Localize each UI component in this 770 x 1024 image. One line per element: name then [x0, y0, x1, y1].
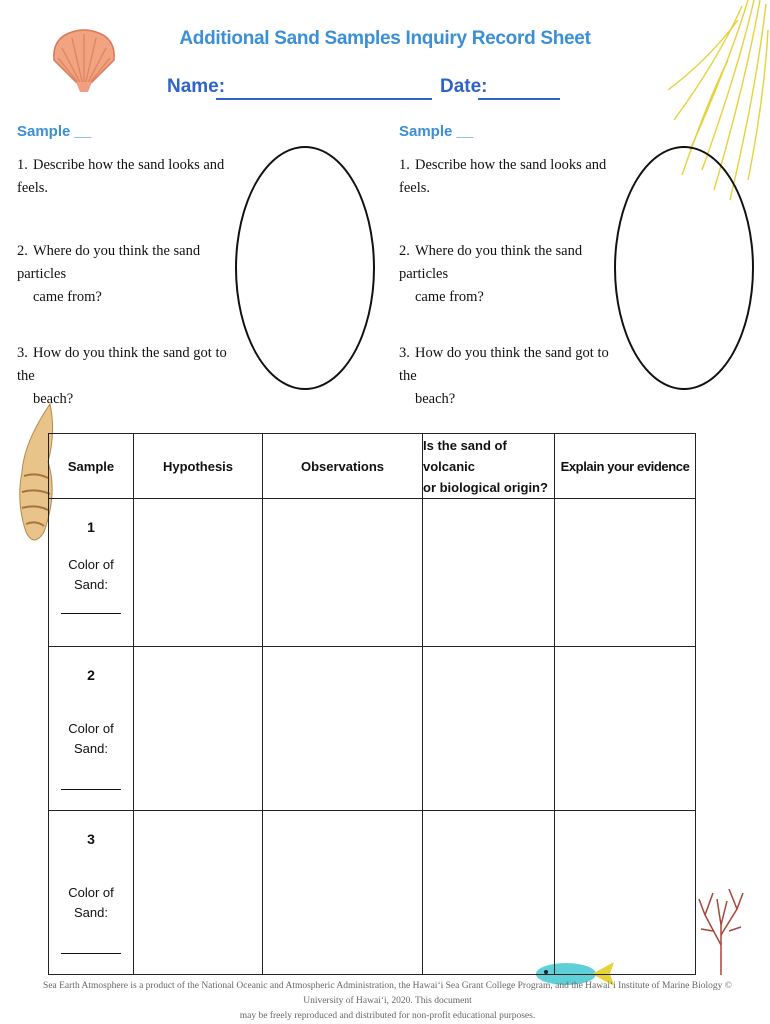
date-line — [478, 98, 560, 100]
color-label — [49, 719, 133, 759]
color-label-line1: Color of — [68, 885, 114, 900]
sample-cell — [49, 811, 134, 975]
hypothesis-cell[interactable] — [134, 647, 263, 811]
sample-number: 2 — [87, 667, 95, 683]
color-label-line1: Color of — [68, 557, 114, 572]
color-blank-line[interactable] — [61, 789, 121, 790]
question-text-cont: came from? — [33, 289, 102, 305]
sample-cell — [49, 499, 134, 647]
question-number: 1. — [399, 157, 410, 173]
question-text-cont: beach? — [33, 391, 74, 407]
question-text-cont: came from? — [415, 289, 484, 305]
question-text: How do you think the sand got to the — [399, 345, 609, 384]
name-line — [216, 98, 432, 100]
question-1-right — [399, 154, 609, 200]
sample-drawing-circle-left[interactable] — [235, 146, 375, 390]
question-text: How do you think the sand got to the — [17, 345, 227, 384]
origin-cell[interactable] — [423, 647, 555, 811]
inquiry-table — [48, 433, 696, 975]
header-origin-line1: Is the sand of volcanic — [423, 437, 507, 474]
question-3-right — [399, 342, 619, 411]
question-2-right — [399, 240, 619, 309]
question-2-left — [17, 240, 237, 309]
footer-note — [30, 979, 745, 1024]
evidence-cell[interactable] — [555, 499, 696, 647]
question-number: 1. — [17, 157, 28, 173]
question-number: 2. — [399, 243, 410, 259]
table-header-row — [49, 434, 696, 499]
table-row — [49, 811, 696, 975]
header-hypothesis: Hypothesis — [134, 434, 263, 499]
origin-cell[interactable] — [423, 499, 555, 647]
footer-line2: may be freely reproduced and distributed for non-profit educational purposes. — [239, 1011, 536, 1021]
color-label-line2: Sand: — [74, 905, 108, 920]
question-number: 3. — [17, 345, 28, 361]
date-field[interactable] — [440, 76, 488, 98]
color-label-line2: Sand: — [74, 741, 108, 756]
header-origin-line2: or biological origin? — [423, 479, 548, 495]
header-evidence: Explain your evidence — [555, 434, 696, 499]
evidence-cell[interactable] — [555, 811, 696, 975]
observations-cell[interactable] — [263, 811, 423, 975]
sample-cell — [49, 647, 134, 811]
footer-line1: Sea Earth Atmosphere is a product of the National Oceanic and Atmospheric Administration, the Hawai‘i Sea Grant College Program, and the Hawai‘i Institute of Marine Biology © University of Hawai‘i, 2020. This document — [43, 981, 732, 1006]
question-text: Describe how the sand looks and feels. — [399, 157, 607, 196]
header-sample: Sample — [49, 434, 134, 499]
color-label-line2: Sand: — [74, 577, 108, 592]
color-blank-line[interactable] — [61, 613, 121, 614]
sample-drawing-circle-right[interactable] — [614, 146, 754, 390]
table-row — [49, 499, 696, 647]
hypothesis-cell[interactable] — [134, 499, 263, 647]
header-origin — [423, 434, 555, 499]
sample-number: 3 — [87, 831, 95, 847]
name-label: Name: — [167, 76, 226, 97]
origin-cell[interactable] — [423, 811, 555, 975]
color-label — [49, 555, 133, 595]
sample-number: 1 — [87, 519, 95, 535]
evidence-cell[interactable] — [555, 647, 696, 811]
question-text: Where do you think the sand particles — [399, 243, 583, 282]
question-number: 2. — [17, 243, 28, 259]
header-observations: Observations — [263, 434, 423, 499]
observations-cell[interactable] — [263, 499, 423, 647]
question-text: Where do you think the sand particles — [17, 243, 201, 282]
color-label-line1: Color of — [68, 721, 114, 736]
sample-heading-left: Sample __ — [17, 123, 92, 140]
question-text: Describe how the sand looks and feels. — [17, 157, 225, 196]
color-blank-line[interactable] — [61, 953, 121, 954]
date-label: Date: — [440, 76, 488, 97]
question-3-left — [17, 342, 237, 411]
question-1-left — [17, 154, 227, 200]
name-field[interactable] — [167, 76, 225, 98]
observations-cell[interactable] — [263, 647, 423, 811]
sample-heading-right: Sample __ — [399, 123, 474, 140]
color-label — [49, 883, 133, 923]
coral-icon — [695, 885, 747, 977]
question-text-cont: beach? — [415, 391, 456, 407]
hypothesis-cell[interactable] — [134, 811, 263, 975]
table-row — [49, 647, 696, 811]
page-title: Additional Sand Samples Inquiry Record Sheet — [179, 28, 591, 49]
question-number: 3. — [399, 345, 410, 361]
